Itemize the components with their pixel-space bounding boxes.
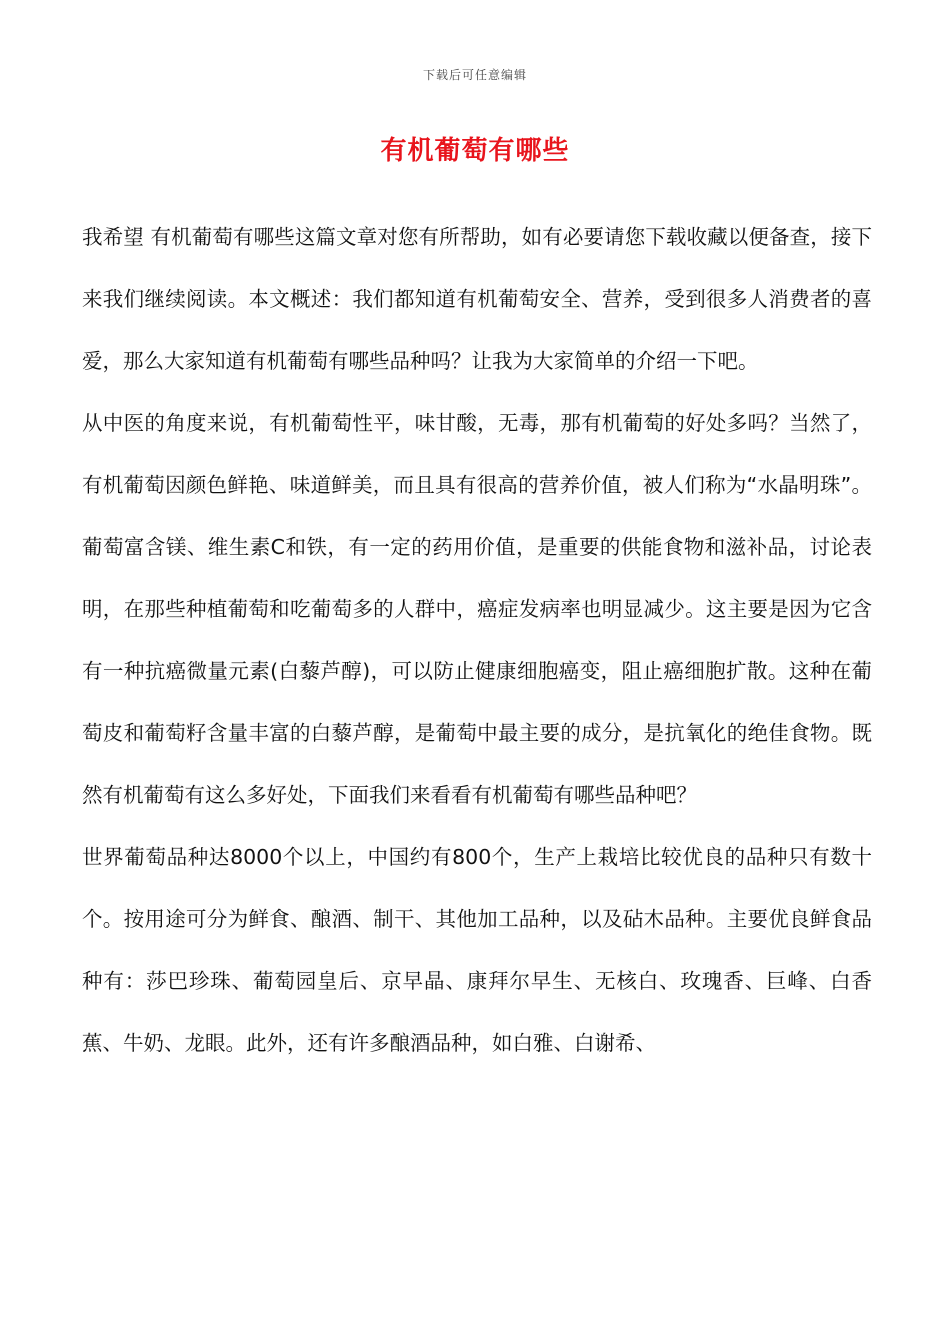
paragraph-varieties: 世界葡萄品种达8000个以上，中国约有800个，生产上栽培比较优良的品种只有数十个。按用途可分为鲜食、酿酒、制干、其他加工品种，以及砧木品种。主要优良鲜食品种有：莎巴珍珠、葡萄园皇后、京早晶、康拜尔早生、无核白、玫瑰香、巨峰、白香蕉、牛奶、龙眼。此外，还有许多酿酒品种，如白雅、白谢希、 <box>82 845 872 1055</box>
document-body <box>82 206 872 1074</box>
document-title: 有机葡萄有哪些 <box>380 136 570 166</box>
header-note: 下载后可任意编辑 <box>422 68 527 82</box>
paragraph-intro: 我希望 有机葡萄有哪些这篇文章对您有所帮助，如有必要请您下载收藏以便备查，接下来我们继续阅读。本文概述：我们都知道有机葡萄安全、营养，受到很多人消费者的喜爱，那么大家知道有机葡萄有哪些品种吗？让我为大家简单的介绍一下吧。 <box>82 225 872 373</box>
paragraph-benefits: 从中医的角度来说，有机葡萄性平，味甘酸，无毒，那有机葡萄的好处多吗？当然了，有机葡萄因颜色鲜艳、味道鲜美，而且具有很高的营养价值，被人们称为“水晶明珠”。葡萄富含镁、维生素C和铁，有一定的药用价值，是重要的供能食物和滋补品，讨论表明，在那些种植葡萄和吃葡萄多的人群中，癌症发病率也明显减少。这主要是因为它含有一种抗癌微量元素(白藜芦醇)，可以防止健康细胞癌变，阻止癌细胞扩散。这种在葡萄皮和葡萄籽含量丰富的白藜芦醇，是葡萄中最主要的成分，是抗氧化的绝佳食物。既然有机葡萄有这么多好处，下面我们来看看有机葡萄有哪些品种吧？ <box>82 411 872 807</box>
